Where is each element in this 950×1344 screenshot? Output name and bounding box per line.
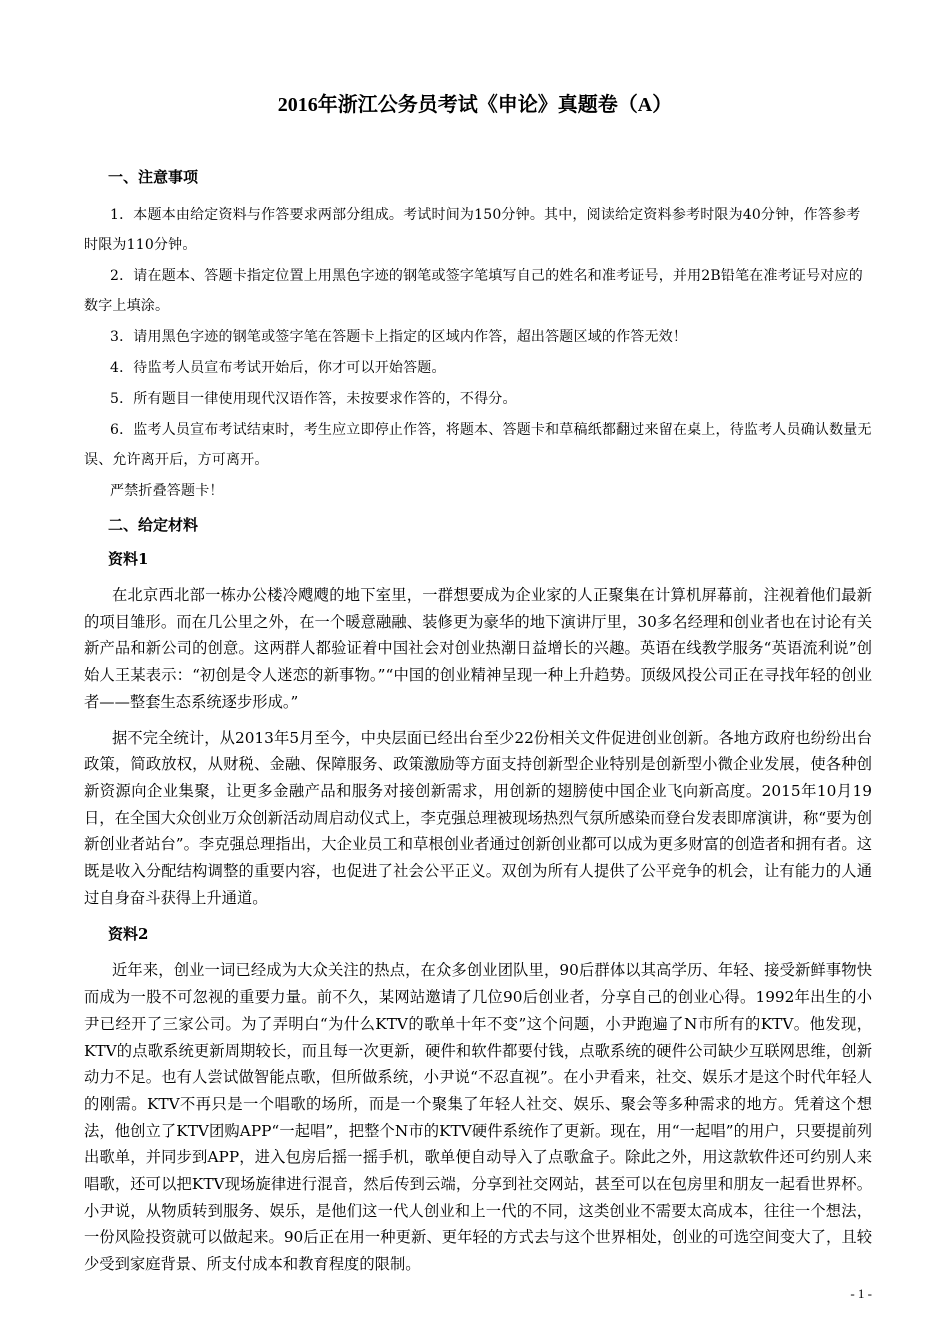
document-title: 2016年浙江公务员考试《申论》真题卷（A）	[277, 94, 673, 116]
notice-item-5: 5．所有题目一律使用现代汉语作答，未按要求作答的，不得分。	[110, 391, 517, 407]
notice-heading: 一、注意事项	[108, 168, 199, 186]
notice-item-6: 6．监考人员宣布考试结束时，考生应立即停止作答，将题本、答题卡和草稿纸都翻过来留在桌上，待监考人员确认数量无误、允许离开后，方可离开。	[84, 422, 872, 468]
material-2-paragraph-1: 近年来，创业一词已经成为大众关注的热点，在众多创业团队里，90后群体以其高学历、年轻、接受新鲜事物快而成为一股不可忽视的重要力量。前不久，某网站邀请了几位90后创业者，分享自己的创业心得。1992年出生的小尹已经开了三家公司。为了弄明白“为什么KTV的歌单十年不变”这个问题，小尹跑遍了N市所有的KTV。他发现，KTV的点歌系统更新周期较长，而且每一次更新，硬件和软件都要付钱，点歌系统的硬件公司缺少互联网思维，创新动力不足。也有人尝试做智能点歌，但所做系统，小尹说“不忍直视”。在小尹看来，社交、娱乐才是这个时代年轻人的刚需。KTV不再只是一个唱歌的场所，而是一个聚集了年轻人社交、娱乐、聚会等多种需求的地方。凭着这个想法，他创立了KTV团购APP“一起唱”，把整个N市的KTV硬件系统作了更新。现在，用“一起唱”的用户，只要提前列出歌单，并同步到APP，进入包房后摇一摇手机，歌单便自动导入了点歌盒子。除此之外，用这款软件还可约别人来唱歌，还可以把KTV现场旋律进行混音，然后传到云端，分享到社交网站，甚至可以在包房里和朋友一起看世界杯。小尹说，从物质转到服务、娱乐，是他们这一代人创业和上一代的不同，这类创业不需要太高成本，往往一个想法，一份风险投资就可以做起来。90后正在用一种更新、更年轻的方式去与这个世界相处，创业的可选空间变大了，且较少受到家庭背景、所支付成本和教育程度的限制。	[84, 961, 872, 1274]
notice-item-3: 3．请用黑色字迹的钢笔或签字笔在答题卡上指定的区域内作答，超出答题区域的作答无效！	[110, 329, 688, 345]
material-1-paragraph-1: 在北京西北部一栋办公楼冷飕飕的地下室里，一群想要成为企业家的人正聚集在计算机屏幕前，注视着他们最新的项目雏形。而在几公里之外，在一个暖意融融、装修更为豪华的地下演讲厅里，30多名经理和创业者也在讨论有关新产品和新公司的创意。这两群人都验证着中国社会对创业热潮日益增长的兴趣。英语在线教学服务“英语流利说”创始人王某表示：“初创是令人迷恋的新事物。”“中国的创业精神呈现一种上升趋势。顶级风投公司正在寻找年轻的创业者——整套生态系统逐步形成。”	[84, 586, 872, 711]
notice-item-1: 1．本题本由给定资料与作答要求两部分组成。考试时间为150分钟。其中，阅读给定资料参考时限为40分钟，作答参考时限为110分钟。	[84, 207, 861, 253]
material-2-heading: 资料2	[108, 925, 149, 944]
materials-heading: 二、给定材料	[108, 516, 199, 534]
notice-warning: 严禁折叠答题卡！	[110, 483, 224, 499]
notice-item-4: 4．待监考人员宣布考试开始后，你才可以开始答题。	[110, 360, 446, 376]
material-1-heading: 资料1	[108, 550, 149, 568]
document-body	[84, 166, 872, 1287]
material-1-paragraph-2: 据不完全统计，从2013年5月至今，中央层面已经出台至少22份相关文件促进创业创新。各地方政府也纷纷出台政策，简政放权，从财税、金融、保障服务、政策激励等方面支持创新型企业特别是创新型小微企业发展，使各种创新资源向企业集聚，让更多金融产品和服务对接创新需求，用创新的翅膀使中国企业飞向新高度。2015年10月19日，在全国大众创业万众创新活动周启动仪式上，李克强总理被现场热烈气氛所感染而登台发表即席演讲，称“要为创新创业者站台”。李克强总理指出，大企业员工和草根创业者通过创新创业都可以成为更多财富的创造者和拥有者。这既是收入分配结构调整的重要内容，也促进了社会公平正义。双创为所有人提供了公平竞争的机会，让有能力的人通过自身奋斗获得上升通道。	[84, 728, 872, 907]
notice-item-2: 2．请在题本、答题卡指定位置上用黑色字迹的钢笔或签字笔填写自己的姓名和准考证号，并用2B铅笔在准考证号对应的数字上填涂。	[84, 268, 863, 314]
page-number: - 1 -	[850, 1286, 872, 1301]
